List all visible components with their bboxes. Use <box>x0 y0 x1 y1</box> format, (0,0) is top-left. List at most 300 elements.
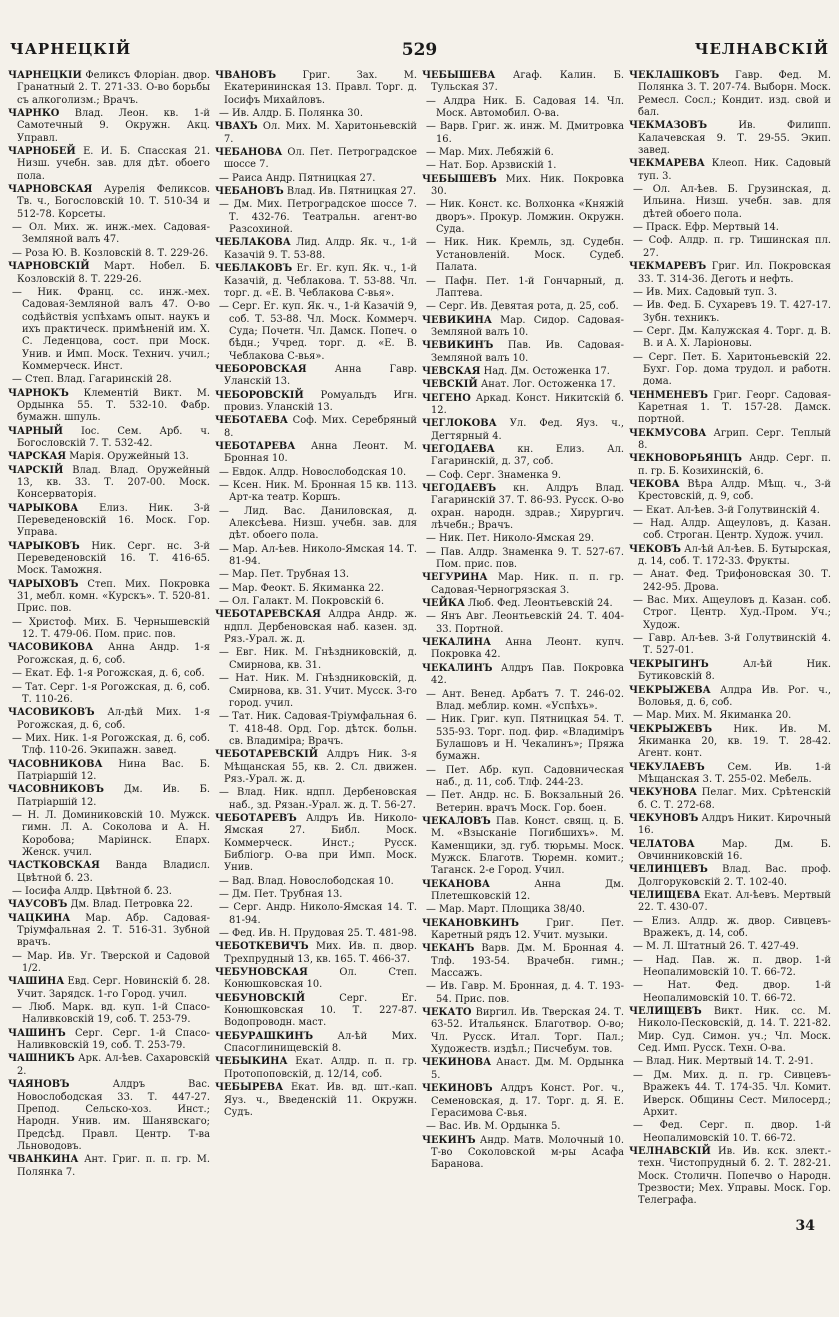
directory-entry <box>8 1053 210 1078</box>
entry-details: Ол. Мих. М. Харитоньевскій 7. <box>224 121 417 145</box>
directory-entry <box>8 184 210 221</box>
entry-surname: ЧЕКИНЪ <box>422 1134 476 1146</box>
directory-entry <box>215 596 417 608</box>
entry-details: Влад. Ив. Пятницкая 27. <box>286 186 417 198</box>
directory-entry <box>215 647 417 672</box>
directory-entry <box>629 1056 831 1068</box>
entry-details: Алдръ Пав. Покровка 42. <box>431 662 624 687</box>
column-1 <box>8 70 210 1309</box>
entry-surname: ЧАЦКИНА <box>8 912 71 924</box>
directory-entry <box>629 813 831 838</box>
entry-surname: ЧЕВСКІЙ <box>422 379 478 391</box>
entry-details: Екат. Ив. вд. шт.-кап. Яуз. ч., Введенскій 11. Окружн. Судъ. <box>224 1082 417 1118</box>
entry-details: Влад. Влад. Оружейный 13, кв. 33. Т. 207-00. Моск. Консерваторія. <box>17 464 210 501</box>
entry-details: Марія. Оружейный 13. <box>69 451 189 463</box>
entry-surname: ЧЕКАЛОВЪ <box>422 815 491 827</box>
entry-details: — Вас. Мих. Ащеуловъ д. Казан. соб. Строг. Центр. Худ.-Пром. Уч.; Худож. <box>633 595 831 631</box>
directory-entry <box>629 839 831 864</box>
entry-details: — Ксен. Ник. М. Бронная 15 кв. 113. Арт-ка театр. Коршъ. <box>219 480 417 504</box>
directory-entry <box>215 186 417 198</box>
entry-details: Григ. Георг. Садовая-Каретная 1. Т. 157-28. Дамск. портной. <box>638 389 831 426</box>
entry-details: Анат. Лог. Остоженка 17. <box>480 379 616 391</box>
directory-entry <box>629 787 831 812</box>
entry-details: Алдръ Вас. Новослободская 33. Т. 447-27. Препод. Сельско-хоз. Инст.; Народн. Унив. им. Шанявскаго; Предсѣд. Правл. Центр. Т-ва Льноводовъ. <box>17 1079 210 1152</box>
entry-surname: ЧЕЛАТОВА <box>629 838 695 850</box>
entry-details: Е. И. Б. Спасская 21. Низш. учебн. зав. для дѣт. обоего пола. <box>17 146 210 182</box>
entry-details: — Мих. Ник. 1-я Рогожская, д. 6, соб. Тлф. 110-26. Экипажн. завед. <box>12 732 210 757</box>
directory-entry <box>8 899 210 911</box>
entry-details: — Гавр. Ал-ѣев. 3-й Голутвинскій 4. Т. 527-01. <box>633 633 831 657</box>
directory-entry <box>629 453 831 478</box>
entry-details: Мих. Ив. п. двор. Трехпрудный 13, кв. 165. Т. 466-37. <box>224 941 417 965</box>
header-right-keyword: ЧЕЛНАВСКІЙ <box>694 40 829 58</box>
entry-details: Степ. Мих. Покровка 31, мебл. комн. «Курскъ». Т. 520-81. Прис. пов. <box>17 578 210 615</box>
directory-entry <box>422 340 624 365</box>
directory-entry <box>215 467 417 479</box>
entry-surname: ЧЕНМЕНЕВЪ <box>629 389 708 401</box>
entry-details: Мар. Дм. Б. Овчинниковскій 16. <box>638 838 831 862</box>
directory-entry <box>8 860 210 885</box>
column-2 <box>215 70 417 1309</box>
directory-entry <box>629 569 831 594</box>
directory-entry <box>215 237 417 262</box>
entry-details: Анна Гавр. Уланскій 13. <box>224 363 417 388</box>
entry-details: — Вас. Ив. М. Ордынка 5. <box>426 1121 561 1133</box>
entry-details: кн. Елиз. Ал. Гагаринскій, д. 37, соб. <box>431 443 624 468</box>
directory-entry <box>422 276 624 301</box>
entry-surname: ЧАРЫХОВЪ <box>8 578 79 590</box>
directory-entry <box>422 943 624 980</box>
entry-surname: ЧЕБОРОВСКІЙ <box>215 389 304 401</box>
entry-surname: ЧАРЫКОВА <box>8 502 79 514</box>
directory-entry <box>629 1006 831 1055</box>
column-3 <box>422 70 624 1309</box>
entry-details: — Люб. Марк. вд. куп. 1-й Спасо-Наливковскій 19, соб. Т. 253-79. <box>12 1002 210 1026</box>
entry-surname: ЧЕБОРОВСКАЯ <box>215 363 307 375</box>
entry-details: Агаф. Калин. Б. Тульская 37. <box>431 70 624 94</box>
directory-entry <box>8 579 210 616</box>
directory-entry <box>629 595 831 632</box>
directory-entry <box>8 287 210 373</box>
entry-surname: ЧЕКАНОВА <box>422 878 490 890</box>
entry-details: — Фед. Ив. Н. Прудовая 25. Т. 481-98. <box>219 928 417 940</box>
entry-surname: ЧЕКОВЪ <box>629 543 681 555</box>
entry-surname: ЧВАНОВЪ <box>215 70 277 81</box>
entry-details: Алдръ Конст. Рог. ч., Семеновская, д. 17. Торг. д. Я. Е. Герасимова С-вья. <box>431 1083 624 1119</box>
directory-entry <box>422 199 624 236</box>
entry-details: Анна Леонт. М. Бронная 10. <box>224 440 417 465</box>
directory-entry <box>629 864 831 889</box>
entry-details: Екат. Алдр. п. п. гр. Протопоповскій, д. 12/14, соб. <box>224 1056 417 1080</box>
entry-surname: ЧАРНОВСКАЯ <box>8 184 93 196</box>
entry-surname: ЧЕБЫКИНА <box>215 1056 288 1068</box>
entry-details: Вѣра Алдр. Мѣщ. ч., 3-й Крестовскій, д. 9, соб. <box>638 479 831 503</box>
entry-details: — Фед. Серг. п. двор. 1-й Неопалимовскій 10. Т. 66-72. <box>633 1120 831 1144</box>
entry-details: — Ив. Алдр. Б. Полянка 30. <box>219 108 363 120</box>
entry-surname: ЧЕГОДАЕВЪ <box>422 483 497 494</box>
directory-entry <box>8 976 210 1001</box>
entry-details: Серг. Серг. 1-й Спасо-Наливковскій 19, соб. Т. 253-79. <box>17 1027 210 1052</box>
directory-entry <box>215 301 417 363</box>
entry-details: Анна Андр. 1-я Рогожская, д. 6, соб. <box>17 642 210 666</box>
directory-entry <box>422 611 624 636</box>
entry-surname: ЧЕВСКАЯ <box>422 365 481 377</box>
directory-entry <box>215 1031 417 1056</box>
directory-entry <box>422 160 624 172</box>
directory-entry <box>422 765 624 790</box>
directory-entry <box>8 810 210 859</box>
directory-entry <box>422 121 624 146</box>
entry-surname: ЧЕКАНОВКИНЪ <box>422 917 519 929</box>
directory-entry <box>629 70 831 119</box>
entry-details: — Ник. Ник. Кремль, зд. Судебн. Установленій. Моск. Судеб. Палата. <box>426 237 624 274</box>
directory-entry <box>629 1120 831 1145</box>
entry-details: — Тат. Серг. 1-я Рогожская, д. 6, соб. Т. 110-26. <box>12 681 210 705</box>
directory-entry <box>8 503 210 540</box>
directory-entry <box>8 913 210 950</box>
directory-entry <box>629 326 831 351</box>
entry-details: — Серг. Андр. Николо-Ямская 14. Т. 81-94. <box>219 902 417 926</box>
directory-entry <box>8 465 210 502</box>
entry-details: Алдръ Ив. Николо-Ямская 27. Библ. Моск. Коммерческ. Инст.; Русск. Библіогр. О-ва при Имп. Моск. Унив. <box>224 812 417 874</box>
directory-entry <box>422 1121 624 1133</box>
columns <box>8 70 831 1309</box>
entry-details: Март. Нобел. Б. Козловскій 8. Т. 229-26. <box>17 261 210 285</box>
directory-entry <box>215 199 417 236</box>
entry-surname: ЧЕГЕНО <box>422 392 471 404</box>
entry-surname: ЧАСОВИКОВА <box>8 642 94 654</box>
entry-details: Ал-дѣй Мих. 1-я Рогожская, д. 6, соб. <box>17 707 210 731</box>
entry-details: — Степ. Влад. Гагаринскій 28. <box>12 374 172 386</box>
entry-surname: ЧЕКИНОВА <box>422 1057 492 1069</box>
directory-entry <box>629 890 831 915</box>
directory-entry <box>629 352 831 389</box>
directory-entry <box>629 762 831 787</box>
entry-details: Мар. Абр. Садовая-Тріумфальная 2. Т. 516-31. Зубной врачъ. <box>17 912 210 949</box>
entry-details: — Дм. Пет. Трубная 13. <box>219 889 343 900</box>
directory-entry <box>629 980 831 1005</box>
column-4 <box>629 70 831 1309</box>
entry-details: Клеоп. Ник. Садовый туп. 3. <box>638 158 831 182</box>
entry-details: — Нат. Фед. двор. 1-й Неопалимовскій 10. Т. 66-72. <box>633 980 831 1004</box>
directory-entry <box>629 633 831 658</box>
directory-entry <box>629 184 831 221</box>
entry-details: — Евдок. Алдр. Новослободская 10. <box>219 466 407 478</box>
entry-surname: ЧВАНКИНА <box>8 1154 79 1166</box>
directory-entry <box>629 300 831 325</box>
directory-entry <box>8 733 210 758</box>
entry-details: Алдръ Ник. 3-я Мѣщанская 55, кв. 2. Сл. движен. Ряз.-Урал. ж. д. <box>224 749 417 785</box>
entry-details: — Серг. Ег. куп. Як. ч., 1-й Казачій 9, соб. Т. 53-88. Чл. Моск. Коммерч. Суда; Почетн. Чл. Дамск. Попеч. о бѣдн.; Учред. торг. д. «Е. В. Чеблакова С-вья». <box>219 301 417 362</box>
directory-entry <box>215 928 417 940</box>
entry-details: — Мар. Март. Площика 38/40. <box>426 904 586 916</box>
entry-details: — Анат. Фед. Трифоновская 30. Т. 242-95. Дрова. <box>633 569 831 593</box>
entry-details: — Нат. Бор. Арзвискій 1. <box>426 160 557 172</box>
directory-entry <box>8 146 210 183</box>
entry-details: Андр. Матв. Молочный 10. Т-во Соколовской м-ры Асафа Баранова. <box>431 1134 624 1171</box>
entry-details: Алдра Ив. Рог. ч., Воловья, д. 6, соб. <box>638 684 831 708</box>
entry-details: Аурелія Феликсов. Тв. ч., Богословскій 10. Т. 510-34 и 512-78. Корсеты. <box>17 184 210 220</box>
entry-surname: ЧЕКМАЗОВЪ <box>629 120 708 132</box>
entry-details: — Мар. Ив. Уг. Тверской и Садовой 1/2. <box>12 950 210 975</box>
entry-details: — Ник. Пет. Николо-Ямская 29. <box>426 533 595 545</box>
directory-entry <box>8 108 210 145</box>
directory-entry <box>8 1028 210 1053</box>
entry-details: Варв. Дм. М. Бронная 4. Тлф. 193-54. Врачебн. гимн.; Массажъ. <box>431 943 624 980</box>
entry-surname: ЧЕКУЛАЕВЪ <box>629 761 705 773</box>
entry-surname: ЧЕКУНОВЪ <box>629 812 699 824</box>
entry-details: Гавр. Фед. М. Полянка 3. Т. 207-74. Выборн. Моск. Ремесл. Сосл.; Кондит. изд. свой и бал. <box>638 70 831 119</box>
entry-details: Нина Вас. Б. Патріаршій 12. <box>17 758 210 782</box>
entry-surname: ЧАСОВИКОВЪ <box>8 707 95 719</box>
directory-entry <box>215 993 417 1030</box>
directory-entry <box>8 617 210 642</box>
entry-details: — Ол. Ал-ѣев. Б. Грузинская, д. Ильина. Низш. учебн. зав. для дѣтей обоего пола. <box>633 184 831 220</box>
entry-details: — Над. Алдр. Ащеуловъ, д. Казан. соб. Строган. Центр. Худож. учил. <box>633 518 831 542</box>
entry-surname: ЧЕБУНОВСКІЙ <box>215 992 306 1004</box>
entry-surname: ЧЕБОТАРЕВЪ <box>215 812 297 824</box>
entry-details: — Серг. Пет. Б. Харитоньевскій 22. Бухг. Гор. дома трудол. и работн. дома. <box>633 351 831 388</box>
entry-details: — Екат. Еф. 1-я Рогожская, д. 6, соб. <box>12 668 205 680</box>
entry-details: — Соф. Алдр. п. гр. Тишинская пл. 27. <box>633 235 831 259</box>
directory-entry <box>8 426 210 451</box>
directory-entry <box>422 547 624 572</box>
entry-details: — Янъ Авг. Леонтьевскій 24. Т. 404-33. Портной. <box>426 611 624 635</box>
directory-entry <box>8 668 210 680</box>
directory-entry <box>422 393 624 418</box>
entry-details: Андр. Серг. п. п. гр. Б. Козихинскій, 6. <box>638 453 831 477</box>
directory-entry <box>215 889 417 901</box>
entry-surname: ЧЕВИКИНЪ <box>422 340 494 352</box>
directory-entry <box>629 724 831 761</box>
entry-details: — Пет. Абр. куп. Садовническая наб., д. 11, соб. Тлф. 244-23. <box>426 764 624 788</box>
entry-details: Лид. Алдр. Як. ч., 1-й Казачій 9. Т. 53-88. <box>224 237 417 261</box>
header-left-keyword: ЧАРНЕЦКІЙ <box>10 40 132 58</box>
directory-entry <box>215 1082 417 1119</box>
entry-details: — Пав. Алдр. Знаменка 9. Т. 527-67. Пом. прис. пов. <box>426 546 624 571</box>
entry-details: Ег. Ег. куп. Як. ч., 1-й Казачій, д. Чеблакова. Т. 53-88. Чл. торг. д. «Е. В. Чеблакова С-вья». <box>224 263 417 299</box>
entry-surname: ЧЕБЫШЕВА <box>422 70 496 81</box>
directory-entry <box>215 787 417 812</box>
directory-entry <box>629 955 831 980</box>
entry-details: Ванда Владисл. Цвѣтной б. 23. <box>17 860 210 884</box>
entry-surname: ЧЕКАЛИНА <box>422 637 492 649</box>
entry-surname: ЧЕБОТКЕВИЧЪ <box>215 941 309 953</box>
entry-details: — Ол. Галакт. М. Покровскій 6. <box>219 596 385 608</box>
directory-entry <box>422 366 624 378</box>
entry-details: — Пафн. Пет. 1-й Гончарный, д. Лаптева. <box>426 275 624 299</box>
entry-surname: ЧЕБАНОВА <box>215 147 283 159</box>
entry-details: — Алдра Ник. Б. Садовая 14. Чл. Моск. Автомобил. О-ва. <box>426 95 624 120</box>
directory-entry <box>215 876 417 888</box>
entry-details: — Вад. Влад. Новослободская 10. <box>219 875 394 887</box>
directory-entry <box>8 222 210 247</box>
entry-details: Викт. Ник. сс. М. Николо-Песковскій, д. 14. Т. 221-82. Мир. Суд. Симон. уч.; Чл. Моск. Сед. Имп. Русск. Техн. О-ва. <box>638 1006 831 1055</box>
directory-entry <box>422 418 624 443</box>
entry-details: Виргил. Ив. Тверская 24. Т. 63-52. Итальянск. Благотвор. О-во; Чл. Русск. Итал. Торг. Пал.; Художеств. издѣл.; Писчебум. тов. <box>431 1007 624 1056</box>
directory-entry <box>629 518 831 543</box>
directory-entry <box>422 904 624 916</box>
entry-surname: ЧЕКМАРЕВЪ <box>629 261 707 273</box>
entry-surname: ЧАСОВНИКОВА <box>8 758 103 770</box>
entry-details: — Тат. Ник. Садовая-Тріумфальная 6. Т. 418-48. Орд. Гор. дѣтск. больн. св. Владиміра; Врачъ. <box>219 711 417 747</box>
directory-entry <box>8 451 210 463</box>
directory-entry <box>629 1146 831 1208</box>
directory-entry <box>422 663 624 688</box>
directory-entry <box>215 749 417 786</box>
directory-entry <box>422 379 624 391</box>
directory-entry <box>8 248 210 260</box>
entry-details: Ал-ѣй Ник. Бутиковскій 8. <box>638 658 831 683</box>
entry-details: — Екат. Ал-ѣев. 3-й Голутвинскій 4. <box>633 504 820 516</box>
entry-details: Пав. Ив. Садовая-Земляной валъ 10. <box>431 340 624 364</box>
entry-surname: ЧЕКОВА <box>629 479 680 490</box>
directory-entry <box>422 572 624 597</box>
entry-surname: ЧЕЛИНЦЕВЪ <box>629 864 708 876</box>
entry-details: Алдра Андр. ж. ндпл. Дербеновская наб. казен. зд. Ряз.-Урал. ж. д. <box>224 609 417 646</box>
directory-entry <box>629 120 831 157</box>
entry-details: Ив. Филипп. Калачевская 9. Т. 29-55. Экип. завед. <box>638 120 831 157</box>
directory-entry <box>215 902 417 927</box>
entry-details: — Лид. Вас. Даниловская, д. Алексѣева. Низш. учебн. зав. для дѣт. обоего пола. <box>219 505 417 542</box>
directory-entry <box>215 941 417 966</box>
directory-entry <box>215 364 417 389</box>
directory-entry <box>422 790 624 815</box>
directory-entry <box>422 1007 624 1056</box>
entry-surname: ЧЕБЛАКОВЪ <box>215 263 293 275</box>
entry-surname: ЧЕБОТАРЕВСКАЯ <box>215 609 321 621</box>
directory-entry <box>8 886 210 898</box>
entry-details: Соф. Мих. Серебряный 8. <box>224 415 417 439</box>
entry-details: — Ол. Мих. ж. инж.-мех. Садовая-Земляной валъ 47. <box>12 222 210 246</box>
entry-details: — Ив. Мих. Садовый туп. 3. <box>633 286 778 298</box>
directory-entry <box>215 441 417 466</box>
entry-details: Ник. Ив. М. Якиманка 20, кв. 19. Т. 28-42. Агент. конт. <box>638 723 831 760</box>
entry-details: Алдръ Никит. Кирочный 16. <box>638 812 831 837</box>
directory-entry <box>629 222 831 234</box>
directory-entry <box>422 816 624 878</box>
directory-entry <box>8 784 210 809</box>
entry-details: — Дм. Мих. д. п. гр. Сивцевъ-Вражекъ 44. Т. 174-35. Чл. Комит. Иверск. Общины Сест. Милосерд.; Архит. <box>633 1069 831 1118</box>
page-header <box>10 40 829 68</box>
entry-surname: ЧЕКАНЪ <box>422 943 475 955</box>
entry-surname: ЧАРНОВСКІЙ <box>8 261 90 273</box>
entry-surname: ЧЕБУНОВСКАЯ <box>215 967 308 979</box>
entry-surname: ЧАРЫКОВЪ <box>8 540 80 552</box>
directory-entry <box>215 609 417 646</box>
directory-entry <box>422 714 624 763</box>
entry-details: Григ. Ил. Покровская 33. Т. 314-36. Деготь и нефть. <box>638 261 831 285</box>
entry-surname: ЧАШИНЪ <box>8 1027 66 1039</box>
entry-details: — Влад. Ник. ндпл. Дербеновская наб., зд. Рязан.-Урал. ж. д. Т. 56-27. <box>219 787 417 811</box>
entry-details: Мих. Ник. Покровка 30. <box>431 173 624 198</box>
entry-details: — Ант. Венед. Арбатъ 7. Т. 246-02. Влад. меблир. комн. «Успѣхъ». <box>426 688 624 712</box>
entry-details: Сем. Ив. 1-й Мѣщанская 3. Т. 255-02. Мебель. <box>638 761 831 785</box>
directory-entry <box>629 505 831 517</box>
entry-details: Ал-ѣй Мих. Спасоглинищевскій 8. <box>224 1030 417 1055</box>
directory-entry <box>215 544 417 569</box>
entry-surname: ЧАШНИКЪ <box>8 1053 75 1065</box>
entry-surname: ЧЕКМУСОВА <box>629 427 707 439</box>
directory-entry <box>8 951 210 976</box>
directory-entry <box>215 569 417 581</box>
directory-entry <box>8 759 210 784</box>
entry-surname: ЧЕБОТАЕВА <box>215 415 288 427</box>
directory-entry <box>422 1057 624 1082</box>
directory-entry <box>422 879 624 904</box>
directory-entry <box>629 1070 831 1119</box>
entry-details: — Христоф. Мих. Б. Чернышевскій 12. Т. 479-06. Пом. прис. пов. <box>12 616 210 641</box>
directory-entry <box>422 533 624 545</box>
directory-entry <box>215 390 417 415</box>
directory-entry <box>422 315 624 340</box>
entry-details: — Варв. Григ. ж. инж. М. Дмитровка 16. <box>426 121 624 145</box>
directory-entry <box>629 710 831 722</box>
directory-entry <box>629 287 831 299</box>
entry-details: Григ. Пет. Каретный рядъ 12. Учит. музыки. <box>431 917 624 942</box>
entry-details: — Над. Пав. ж. п. двор. 1-й Неопалимовскій 10. Т. 66-72. <box>633 954 831 979</box>
entry-details: — Мар. Феокт. Б. Якиманка 22. <box>219 582 384 594</box>
entry-details: Екат. Ал-ѣевъ. Мертвый 22. Т. 430-07. <box>638 890 831 914</box>
directory-entry <box>422 689 624 714</box>
page-number: 529 <box>401 40 438 60</box>
directory-entry <box>215 147 417 172</box>
footer-number: 34 <box>795 1217 815 1234</box>
directory-entry <box>422 470 624 482</box>
entry-details: — Мар. Ал-ѣев. Николо-Ямская 14. Т. 81-94. <box>219 543 417 568</box>
entry-details: — Раиса Андр. Пятницкая 27. <box>219 172 376 184</box>
entry-surname: ЧЕБЫРЕВА <box>215 1082 284 1094</box>
directory-entry <box>422 981 624 1006</box>
directory-entry <box>215 263 417 300</box>
entry-details: — Ник. Григ. куп. Пятницкая 54. Т. 535-93. Торг. под. фир. «Владиміръ Булашовъ и Н. Чекалинъ»; Пряжа бумажн. <box>426 714 624 763</box>
directory-entry <box>422 70 624 95</box>
entry-surname: ЧЕБОТАРЕВА <box>215 440 296 452</box>
entry-surname: ЧЕКРЫГИНЪ <box>629 658 709 670</box>
entry-surname: ЧЕБОТАРЕВСКІЙ <box>215 749 319 761</box>
entry-details: — Ник. Франц. сс. инж.-мех. Садовая-Земляной валъ 47. О-во содѣйствія успѣхамъ опыт. наукъ и ихъ практическ. примѣненій им. Х. С. Леденцова, сост. при Моск. Унив. и Имп. Моск. Технич. учил.; Коммерческ. Инст. <box>12 286 210 372</box>
directory-entry <box>422 918 624 943</box>
directory-entry <box>422 174 624 199</box>
entry-details: Анна Дм. Плетешковскій 12. <box>431 878 624 902</box>
entry-details: — Мар. Мих. Лебяжій 6. <box>426 147 554 159</box>
entry-details: — Ник. Конст. кс. Волхонка «Княжій дворъ». Прокур. Ломжин. Окружн. Суда. <box>426 199 624 236</box>
entry-details: Евд. Серг. Новинскій б. 28. Учит. Зарядск. 1-го Город. учил. <box>17 976 210 1000</box>
entry-details: Ул. Фед. Яуз. ч., Дегтярный 4. <box>431 418 624 442</box>
directory-entry <box>422 598 624 610</box>
directory-entry <box>215 967 417 992</box>
entry-details: — Елиз. Алдр. ж. двор. Сивцевъ-Вражекъ, д. 14, соб. <box>633 915 831 940</box>
directory-entry <box>629 916 831 941</box>
entry-surname: ЧАШИНА <box>8 976 65 988</box>
entry-details: Ант. Григ. п. п. гр. М. Полянка 7. <box>17 1154 210 1178</box>
entry-details: — Соф. Серг. Знаменка 9. <box>426 469 562 481</box>
entry-details: Влад. Леон. кв. 1-й Самотечный 9. Окружн. Акц. Управл. <box>17 108 210 144</box>
directory-entry <box>629 659 831 684</box>
entry-details: кн. Алдръ Влад. Гагаринскій 37. Т. 86-93. Русск. О-во охран. народн. здрав.; Хирургич. лѣчебн.; Врачъ. <box>431 483 624 532</box>
directory-entry <box>422 147 624 159</box>
entry-surname: ЧАРСКІЙ <box>8 464 64 476</box>
entry-details: Ив. Ив. кск. злект.-техн. Чистопрудный б. 2. Т. 282-21. Моск. Столичн. Попечво о Народн. Трезвости; Мех. Управы. Моск. Гор. Телеграфа. <box>638 1145 831 1207</box>
directory-entry <box>215 813 417 875</box>
entry-surname: ЧАРСКАЯ <box>8 451 67 463</box>
entry-details: Серг. Ег. Конюшковская 10. Т. 227-87. Водопроводн. маст. <box>224 992 417 1029</box>
directory-entry <box>422 637 624 662</box>
entry-surname: ЧАРНКО <box>8 108 60 120</box>
entry-details: — Серг. Ив. Девятая рота, д. 25, соб. <box>426 301 619 313</box>
directory-entry <box>422 1083 624 1120</box>
entry-details: — Ив. Фед. Б. Сухаревъ 19. Т. 427-17. Зубн. техникъ. <box>633 300 831 324</box>
